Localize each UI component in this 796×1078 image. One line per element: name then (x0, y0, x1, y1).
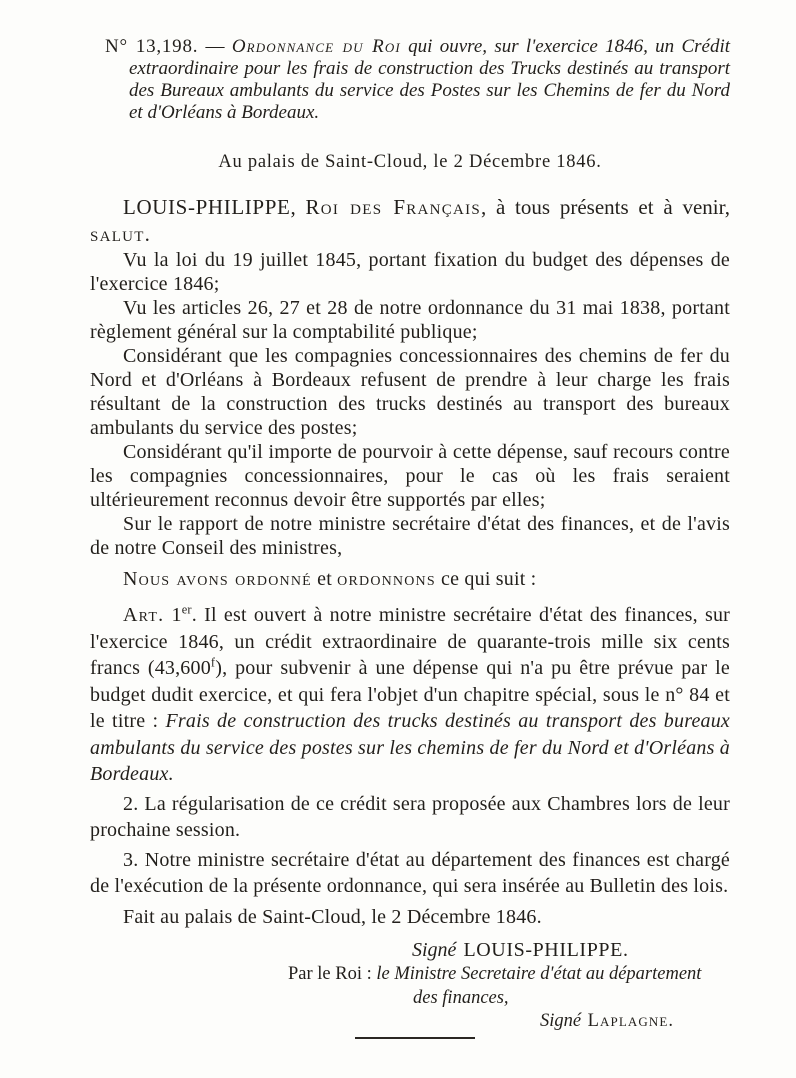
salut-word: salut. (90, 222, 152, 246)
signe-word-2: Signé (540, 1011, 582, 1031)
countersign-line (288, 962, 730, 986)
royal-salutation (90, 194, 730, 248)
closing-line: Fait au palais de Saint-Cloud, le 2 Décembre 1846. (123, 905, 542, 928)
article-1-text-2: ), pour subvenir à une dépense qui n'a pu être prévue par le budget dudit exercice, et qui fera l'objet d'un chapitre spécial, sous le n° 84 et le titre : (90, 657, 730, 732)
signe-word-1: Signé (412, 939, 457, 961)
article-1-chapter-title: Frais de construction des trucks destinés au transport des bureaux ambulants du service des postes sur les chemins de fer du Nord et d'Orléans à Bordeaux. (90, 710, 731, 785)
ordinance-number: N° 13,198. (105, 36, 199, 57)
signature-minister (540, 1010, 730, 1032)
article-3: 3. Notre ministre secrétaire d'état au département des finances est chargé de l'exécution de la présente ordonnance, qui sera insérée au Bulletin des lois. (90, 848, 730, 897)
enacting-rest: ce qui suit : (435, 568, 537, 590)
king-signature-name: LOUIS-PHILIPPE. (463, 939, 629, 961)
par-le-roi-text: Par le Roi : (288, 964, 377, 984)
article-1-label: Art. (123, 604, 165, 626)
francs-sup: f (210, 655, 216, 670)
dateline: Au palais de Saint-Cloud, le 2 Décembre 1846. (218, 152, 602, 172)
minister-title-line-2 (413, 986, 730, 1010)
recital-2: Vu les articles 26, 27 et 28 de notre ordonnance du 31 mai 1838, portant règlement général sur la comptabilité publique; (90, 297, 730, 343)
recital-1: Vu la loi du 19 juillet 1845, portant fixation du budget des dépenses de l'exercice 1846; (90, 249, 730, 295)
salutation-text: , à tous présents et à venir, (480, 195, 730, 219)
salutation-separator: , (290, 195, 306, 219)
article-1-text: . Il est ouvert à notre ministre secrétaire d'état des finances, sur l'exercice 1846, un crédit extraordinaire de quarante-trois mille six cents francs (43,600 (90, 604, 730, 679)
enacting-smallcaps-1: Nous avons ordonné (123, 568, 312, 590)
recital-5: Sur le rapport de notre ministre secrétaire d'état des finances, et de l'avis de notre Conseil des ministres, (90, 513, 730, 559)
enacting-et: et (311, 568, 338, 590)
article-1 (90, 602, 730, 788)
end-divider-rule (355, 1037, 475, 1039)
heading-title-smallcaps: Ordonnance du Roi (231, 36, 401, 57)
recital-3: Considérant que les compagnies concessionnaires des chemins de fer du Nord et d'Orléans à Bordeaux refusent de prendre à leur charge les frais résultant de la construction des trucks destinés au transport des bureaux ambulants du service des postes; (90, 345, 730, 439)
article-1-ordinal-sup: er (181, 602, 192, 617)
heading-title-text: qui ouvre, sur l'exercice 1846, un Crédit extraordinaire pour les frais de construction des Trucks destinés au transport des Bureaux ambulants du service des Postes sur les Chemins de fer du Nord et d'Orléans à Bordeaux. (129, 36, 731, 123)
minister-signature-name: Laplagne. (587, 1011, 675, 1031)
heading-dash: — (198, 36, 232, 57)
minister-title-line-1: le Ministre Secretaire d'état au département (376, 964, 702, 984)
enacting-clause (90, 567, 730, 591)
recital-4: Considérant qu'il importe de pourvoir à cette dépense, sauf recours contre les compagnies concessionnaires, pour le cas où les frais seraient ultérieurement reconnus devoir être supportés par elles; (90, 441, 730, 511)
king-name: LOUIS-PHILIPPE (123, 195, 291, 219)
ordinance-heading (105, 36, 730, 124)
enacting-smallcaps-2: ordonnons (337, 568, 436, 590)
minister-title-line-2-text: des finances, (413, 988, 509, 1008)
signature-king (412, 938, 730, 962)
article-1-number: 1 (164, 604, 182, 626)
article-2: 2. La régularisation de ce crédit sera proposée aux Chambres lors de leur prochaine session. (90, 792, 730, 841)
king-title: Roi des Français (305, 195, 481, 219)
